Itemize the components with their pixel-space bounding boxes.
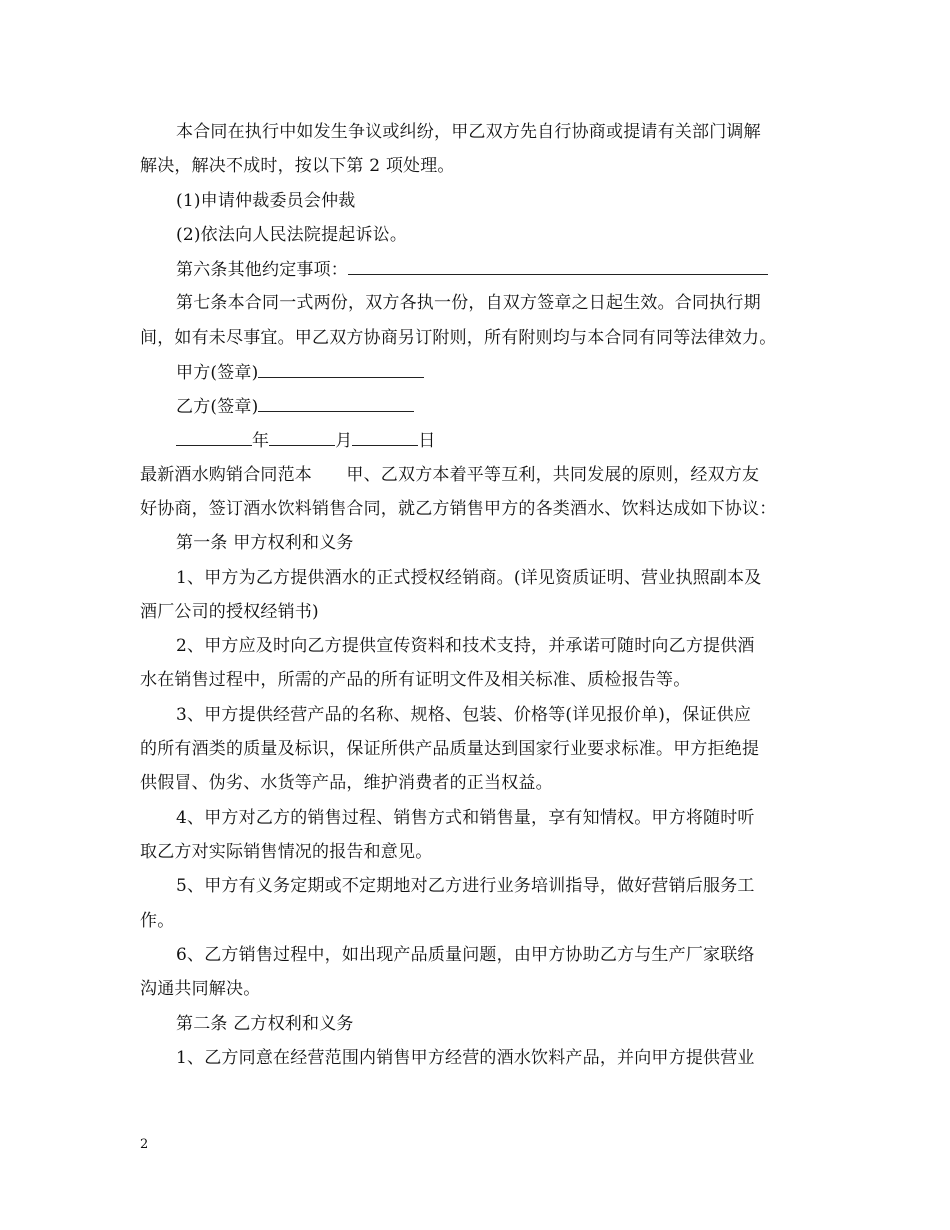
- party-b-signature-line: [176, 395, 414, 418]
- year-blank: [176, 429, 252, 446]
- text-line: 沟通共同解决。: [140, 979, 261, 999]
- text-line: 第七条本合同一式两份，双方各执一份，自双方签章之日起生效。合同执行期: [176, 293, 761, 313]
- day-label: 日: [418, 431, 436, 451]
- section-heading: 第一条 甲方权利和义务: [176, 533, 354, 553]
- text-line: 酒厂公司的授权经销书): [140, 602, 319, 622]
- other-terms-line: [176, 258, 768, 281]
- month-blank: [269, 429, 335, 446]
- text-line: 1、乙方同意在经营范围内销售甲方经营的酒水饮料产品，并向甲方提供营业: [176, 1048, 755, 1068]
- text-line: 1、甲方为乙方提供酒水的正式授权经销商。(详见资质证明、营业执照副本及: [176, 568, 762, 588]
- fill-blank: [348, 258, 768, 275]
- text-line: 的所有酒类的质量及标识，保证所供产品质量达到国家行业要求标准。甲方拒绝提: [140, 739, 760, 759]
- text-line: 6、乙方销售过程中，如出现产品质量问题，由甲方协助乙方与生产厂家联络: [176, 945, 755, 965]
- text-line: 作。: [140, 911, 175, 931]
- signature-blank: [258, 395, 414, 412]
- text-line: 3、甲方提供经营产品的名称、规格、包装、价格等(详见报价单)，保证供应: [176, 705, 752, 725]
- text-line: 4、甲方对乙方的销售过程、销售方式和销售量，享有知情权。甲方将随时听: [176, 808, 755, 828]
- day-blank: [352, 429, 418, 446]
- text-line: 解决，解决不成时，按以下第 2 项处理。: [140, 156, 455, 176]
- party-a-signature-line: [176, 361, 424, 384]
- text-line: 供假冒、伪劣、水货等产品，维护消费者的正当权益。: [140, 773, 553, 793]
- date-line: [176, 429, 436, 452]
- text-line: 2、甲方应及时向乙方提供宣传资料和技术支持，并承诺可随时向乙方提供酒: [176, 636, 755, 656]
- month-label: 月: [335, 431, 353, 451]
- text-line: 5、甲方有义务定期或不定期地对乙方进行业务培训指导，做好营销后服务工: [176, 876, 755, 896]
- signature-blank: [258, 361, 424, 378]
- party-b-signature-label: 乙方(签章): [176, 397, 259, 417]
- text-line: 本合同在执行中如发生争议或纠纷，甲乙双方先自行协商或提请有关部门调解: [176, 122, 761, 142]
- text-line: 最新酒水购销合同范本 甲、乙双方本着平等互利，共同发展的原则，经双方友: [140, 465, 760, 485]
- party-a-signature-label: 甲方(签章): [176, 363, 259, 383]
- text-line: 好协商，签订酒水饮料销售合同，就乙方销售甲方的各类酒水、饮料达成如下协议：: [140, 499, 777, 519]
- year-label: 年: [252, 431, 270, 451]
- other-terms-label: 第六条其他约定事项：: [176, 260, 348, 280]
- text-line: 间，如有未尽事宜。甲乙双方协商另订附则，所有附则均与本合同有同等法律效力。: [140, 328, 777, 348]
- text-line: 取乙方对实际销售情况的报告和意见。: [140, 842, 433, 862]
- text-line: (1)申请仲裁委员会仲裁: [176, 191, 356, 211]
- section-heading: 第二条 乙方权利和义务: [176, 1014, 354, 1034]
- text-line: 水在销售过程中，所需的产品的所有证明文件及相关标准、质检报告等。: [140, 670, 691, 690]
- page-number: 2: [140, 1137, 149, 1152]
- text-line: (2)依法向人民法院提起诉讼。: [176, 225, 408, 245]
